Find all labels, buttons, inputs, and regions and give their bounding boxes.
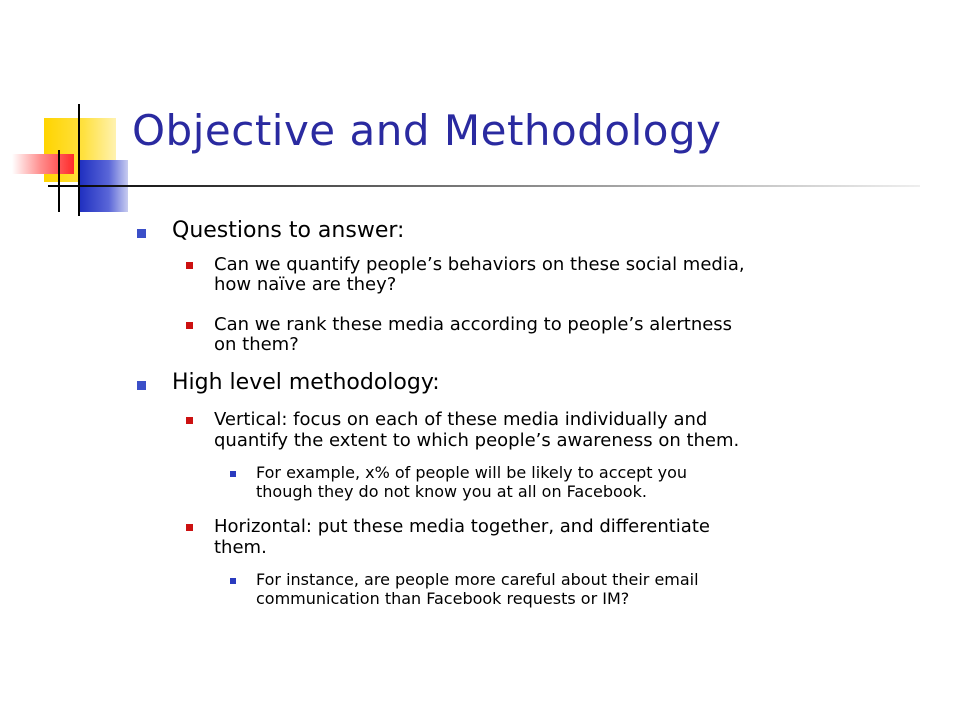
question-2-line-2: on them? — [214, 334, 299, 355]
section-heading-questions: Questions to answer: — [172, 218, 405, 243]
question-2-line-1: Can we rank these media according to people’s alertness — [214, 314, 733, 335]
section-heading-methodology: High level methodology: — [172, 370, 440, 395]
horizontal-line-2: them. — [214, 537, 267, 558]
question-1-line-2: how naïve are they? — [214, 274, 397, 295]
horizontal-line-1: Horizontal: put these media together, and differentiate — [214, 516, 710, 537]
vertical-example-line-1: For example, x% of people will be likely to accept you — [256, 463, 688, 482]
slide-title: Objective and Methodology — [132, 106, 722, 155]
horizontal-example-line-1: For instance, are people more careful about their email — [256, 570, 699, 589]
question-1-line-1: Can we quantify people’s behaviors on these social media, — [214, 254, 745, 275]
horizontal-example-line-2: communication than Facebook requests or IM? — [256, 589, 630, 608]
level1-bullet-icon — [137, 229, 146, 238]
level2-bullet-icon — [186, 322, 193, 329]
level2-bullet-icon — [186, 417, 193, 424]
level2-bullet-icon — [186, 262, 193, 269]
level3-bullet-icon — [230, 578, 236, 584]
level3-bullet-icon — [230, 471, 236, 477]
decorative-vertical-line — [78, 104, 80, 216]
level2-bullet-icon — [186, 524, 193, 531]
vertical-line-1: Vertical: focus on each of these media individually and — [214, 409, 708, 430]
vertical-example-line-2: though they do not know you at all on Facebook. — [256, 482, 647, 501]
title-underline — [48, 185, 920, 187]
decorative-vertical-line-short — [58, 150, 60, 212]
vertical-line-2: quantify the extent to which people’s awareness on them. — [214, 430, 740, 451]
level1-bullet-icon — [137, 381, 146, 390]
decorative-red-bar — [12, 154, 74, 174]
